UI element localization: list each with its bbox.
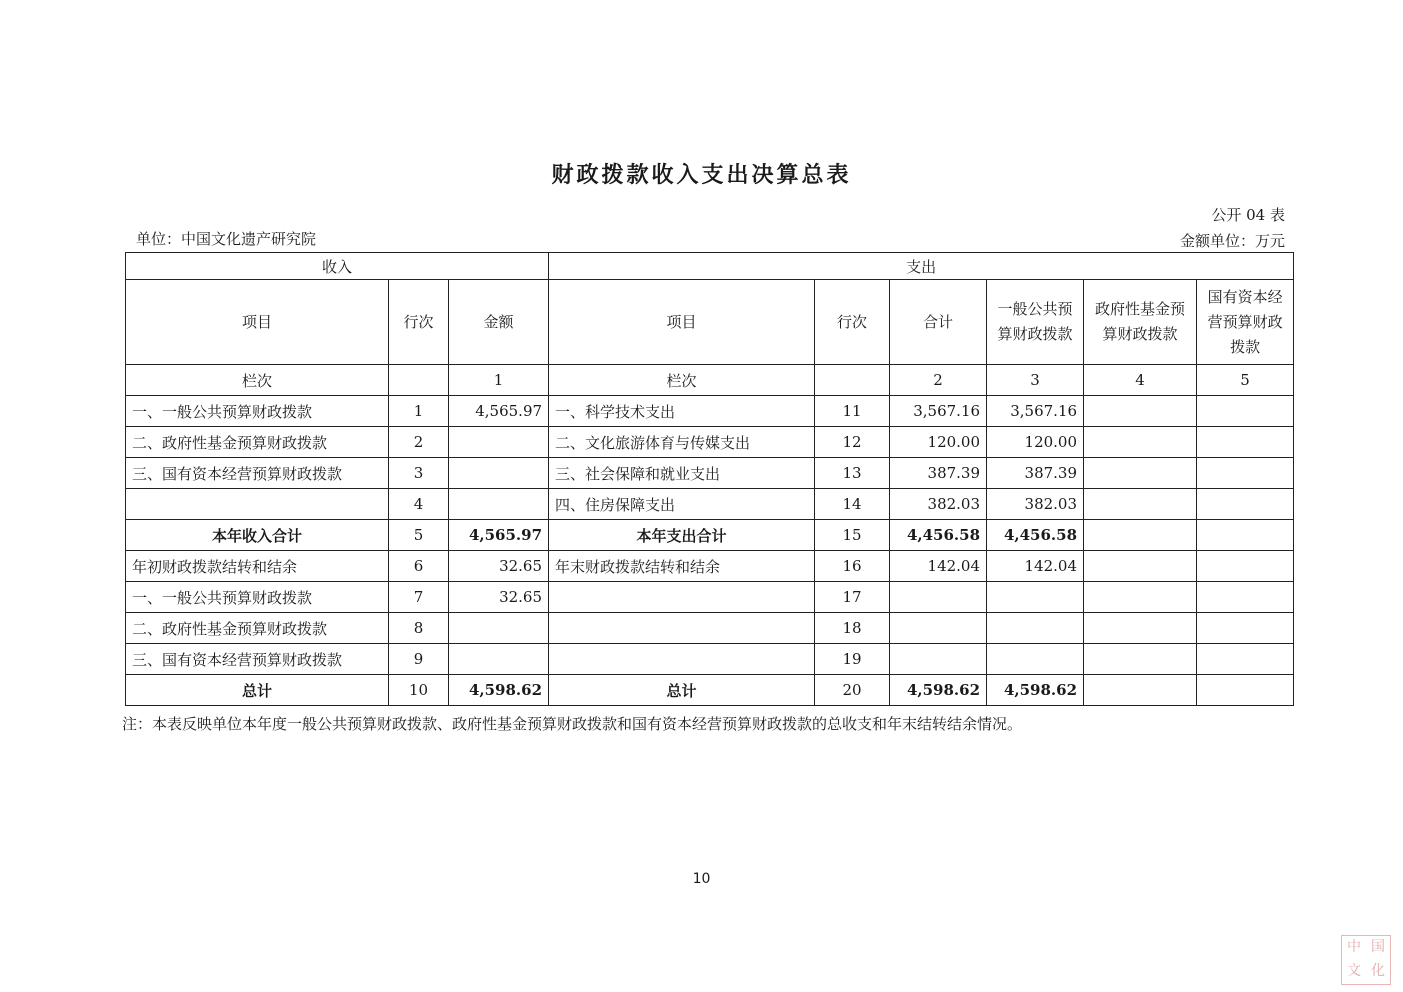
- expense-line-no-cell: 17: [815, 582, 890, 613]
- expense-total-cell: [890, 582, 987, 613]
- income-line-no-cell: [389, 365, 449, 396]
- budget-summary-table: [125, 252, 1294, 706]
- general-budget-amount-cell: 4,598.62: [987, 675, 1084, 706]
- income-amount-cell: 32.65: [449, 582, 549, 613]
- income-line-no-cell: 7: [389, 582, 449, 613]
- section-header-row: [126, 253, 1294, 280]
- state-capital-amount-cell: [1197, 613, 1294, 644]
- fund-budget-amount-cell: [1084, 613, 1197, 644]
- table-row: [126, 396, 1294, 427]
- income-item-cell: 三、国有资本经营预算财政拨款: [126, 458, 389, 489]
- page-number: 10: [692, 871, 711, 887]
- expense-total-cell: 4,598.62: [890, 675, 987, 706]
- expense-item-cell: 一、科学技术支出: [549, 396, 815, 427]
- fund-budget-amount-cell: [1084, 644, 1197, 675]
- expense-item-cell: 栏次: [549, 365, 815, 396]
- general-budget-amount-cell: 3: [987, 365, 1084, 396]
- general-budget-amount-cell: 3,567.16: [987, 396, 1084, 427]
- fund-budget-amount-cell: [1084, 582, 1197, 613]
- seal-char: 文: [1347, 963, 1361, 979]
- amount-unit: 金额单位：万元: [1179, 232, 1285, 250]
- state-capital-amount-cell: [1197, 520, 1294, 551]
- income-item-cell: 三、国有资本经营预算财政拨款: [126, 644, 389, 675]
- table-row: [126, 489, 1294, 520]
- income-item-cell: 一、一般公共预算财政拨款: [126, 582, 389, 613]
- reporting-unit: 单位：中国文化遗产研究院: [136, 230, 317, 248]
- expense-line-no-cell: 12: [815, 427, 890, 458]
- income-amount-cell: 32.65: [449, 551, 549, 582]
- expense-line-no-cell: 14: [815, 489, 890, 520]
- income-line-no-cell: 8: [389, 613, 449, 644]
- expense-line-no-cell: 行次: [815, 280, 890, 365]
- income-line-no-cell: 5: [389, 520, 449, 551]
- state-capital-amount-cell: 5: [1197, 365, 1294, 396]
- income-amount-cell: [449, 644, 549, 675]
- table-row: [126, 644, 1294, 675]
- income-amount-cell: 金额: [449, 280, 549, 365]
- fund-budget-amount-cell: [1084, 396, 1197, 427]
- state-capital-amount-cell: [1197, 582, 1294, 613]
- page-title: 财政拨款收入支出决算总表: [551, 162, 852, 188]
- fund-budget-amount-cell: [1084, 458, 1197, 489]
- expense-item-cell: [549, 644, 815, 675]
- income-line-no-cell: 3: [389, 458, 449, 489]
- expense-item-cell: 年末财政拨款结转和结余: [549, 551, 815, 582]
- income-item-cell: 项目: [126, 280, 389, 365]
- fund-budget-amount-cell: 政府性基金预算财政拨款: [1084, 280, 1197, 365]
- income-amount-cell: 4,598.62: [449, 675, 549, 706]
- expense-total-cell: 4,456.58: [890, 520, 987, 551]
- expense-line-no-cell: 20: [815, 675, 890, 706]
- expense-total-cell: 合计: [890, 280, 987, 365]
- fund-budget-amount-cell: [1084, 675, 1197, 706]
- fund-budget-amount-cell: [1084, 489, 1197, 520]
- state-capital-amount-cell: [1197, 675, 1294, 706]
- table-row: [126, 458, 1294, 489]
- state-capital-amount-cell: [1197, 458, 1294, 489]
- fund-budget-amount-cell: [1084, 427, 1197, 458]
- expense-item-cell: 三、社会保障和就业支出: [549, 458, 815, 489]
- income-line-no-cell: 4: [389, 489, 449, 520]
- income-item-cell: 年初财政拨款结转和结余: [126, 551, 389, 582]
- income-item-cell: [126, 489, 389, 520]
- income-line-no-cell: 9: [389, 644, 449, 675]
- income-item-cell: 总计: [126, 675, 389, 706]
- income-item-cell: 二、政府性基金预算财政拨款: [126, 427, 389, 458]
- income-amount-cell: 1: [449, 365, 549, 396]
- income-item-cell: 一、一般公共预算财政拨款: [126, 396, 389, 427]
- form-number: 公开 04 表: [1211, 206, 1285, 224]
- income-amount-cell: 4,565.97: [449, 396, 549, 427]
- seal-char: 国: [1371, 939, 1385, 955]
- state-capital-amount-cell: [1197, 396, 1294, 427]
- table-row: [126, 551, 1294, 582]
- table-row: [126, 427, 1294, 458]
- seal-char: 化: [1371, 963, 1385, 979]
- general-budget-amount-cell: 一般公共预算财政拨款: [987, 280, 1084, 365]
- general-budget-amount-cell: 120.00: [987, 427, 1084, 458]
- expense-total-cell: 382.03: [890, 489, 987, 520]
- state-capital-amount-cell: [1197, 644, 1294, 675]
- table-row: [126, 613, 1294, 644]
- general-budget-amount-cell: 382.03: [987, 489, 1084, 520]
- general-budget-amount-cell: 387.39: [987, 458, 1084, 489]
- expense-total-cell: 120.00: [890, 427, 987, 458]
- column-index-row: [126, 365, 1294, 396]
- expense-total-cell: 387.39: [890, 458, 987, 489]
- general-budget-amount-cell: 4,456.58: [987, 520, 1084, 551]
- expense-total-cell: [890, 644, 987, 675]
- income-line-no-cell: 6: [389, 551, 449, 582]
- expense-line-no-cell: 11: [815, 396, 890, 427]
- general-budget-amount-cell: [987, 644, 1084, 675]
- expense-line-no-cell: [815, 365, 890, 396]
- expense-total-cell: 142.04: [890, 551, 987, 582]
- income-amount-cell: [449, 458, 549, 489]
- general-budget-amount-cell: 142.04: [987, 551, 1084, 582]
- footnote: 注：本表反映单位本年度一般公共预算财政拨款、政府性基金预算财政拨款和国有资本经营预算财政拨款的总收支和年末结转结余情况。: [122, 715, 1023, 733]
- state-capital-amount-cell: [1197, 427, 1294, 458]
- income-item-cell: 栏次: [126, 365, 389, 396]
- red-seal-stamp: [1341, 935, 1391, 985]
- table-row: [126, 520, 1294, 551]
- income-line-no-cell: 2: [389, 427, 449, 458]
- expense-line-no-cell: 13: [815, 458, 890, 489]
- income-line-no-cell: 行次: [389, 280, 449, 365]
- income-amount-cell: [449, 489, 549, 520]
- state-capital-amount-cell: [1197, 489, 1294, 520]
- fund-budget-amount-cell: 4: [1084, 365, 1197, 396]
- expense-total-cell: [890, 613, 987, 644]
- expense-item-cell: 二、文化旅游体育与传媒支出: [549, 427, 815, 458]
- income-amount-cell: [449, 427, 549, 458]
- income-line-no-cell: 10: [389, 675, 449, 706]
- expense-total-cell: 2: [890, 365, 987, 396]
- expense-line-no-cell: 16: [815, 551, 890, 582]
- expense-item-cell: [549, 613, 815, 644]
- expense-line-no-cell: 15: [815, 520, 890, 551]
- income-line-no-cell: 1: [389, 396, 449, 427]
- fund-budget-amount-cell: [1084, 520, 1197, 551]
- expense-line-no-cell: 18: [815, 613, 890, 644]
- expense-item-cell: 本年支出合计: [549, 520, 815, 551]
- income-item-cell: 二、政府性基金预算财政拨款: [126, 613, 389, 644]
- expense-line-no-cell: 19: [815, 644, 890, 675]
- expense-total-cell: 3,567.16: [890, 396, 987, 427]
- expense-item-cell: 总计: [549, 675, 815, 706]
- expense-item-cell: 项目: [549, 280, 815, 365]
- table-row: [126, 582, 1294, 613]
- income-amount-cell: 4,565.97: [449, 520, 549, 551]
- expense-item-cell: [549, 582, 815, 613]
- income-section-header: 收入: [126, 253, 549, 280]
- column-header-row: [126, 280, 1294, 365]
- state-capital-amount-cell: 国有资本经营预算财政拨款: [1197, 280, 1294, 365]
- income-amount-cell: [449, 613, 549, 644]
- expense-section-header: 支出: [549, 253, 1294, 280]
- table-row: [126, 675, 1294, 706]
- fund-budget-amount-cell: [1084, 551, 1197, 582]
- general-budget-amount-cell: [987, 613, 1084, 644]
- expense-item-cell: 四、住房保障支出: [549, 489, 815, 520]
- state-capital-amount-cell: [1197, 551, 1294, 582]
- seal-char: 中: [1347, 939, 1361, 955]
- income-item-cell: 本年收入合计: [126, 520, 389, 551]
- general-budget-amount-cell: [987, 582, 1084, 613]
